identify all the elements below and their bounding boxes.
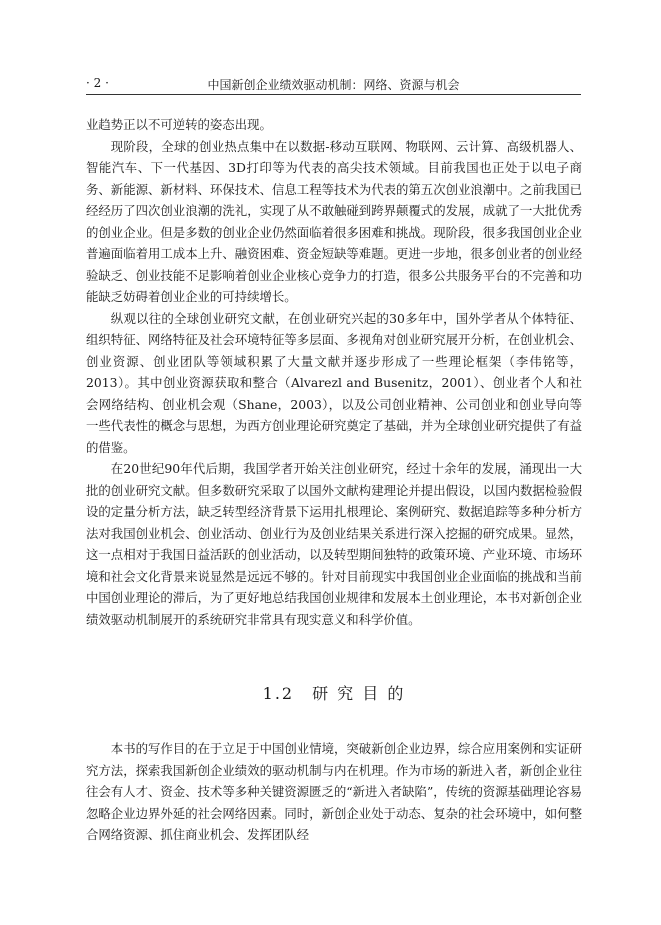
- body-text: [86, 114, 582, 630]
- paragraph-research-purpose: 本书的写作目的在于立足于中国创业情境，突破新创企业边界，综合应用案例和实证研究方法，探索我国新创企业绩效的驱动机制与内在机理。作为市场的新进入者，新创企业往往会有人才、资金、技术等多种关键资源匮乏的“新进入者缺陷”，传统的资源基础理论容易忽略企业边界外延的社会网络因素。同时，新创企业处于动态、复杂的社会环境中，如何整合网络资源、抓住商业机会、发挥团队经: [86, 741, 582, 842]
- page-number: · 2 ·: [86, 76, 109, 90]
- paragraph-literature: 纵观以往的全球创业研究文献，在创业研究兴起的30多年中，国外学者从个体特征、组织特征、网络特征及社会环境特征等多层面、多视角对创业研究展开分析，在创业机会、创业资源、创业团队等领域积累了大量文献并逐步形成了一些理论框架（李伟铭等，2013）。其中创业资源获取和整合（Alvarezl and Busenitz，2001）、创业者个人和社会网络结构、创业机会观（Shane，2003），以及公司创业精神、公司创业和创业导向等一些代表性的概念与思想，为西方创业理论研究奠定了基础，并为全球创业研究提供了有益的借鉴。: [86, 310, 582, 455]
- section-text: [86, 738, 582, 846]
- section-heading: 1.2 研 究 目 的: [262, 684, 406, 703]
- page-header: [86, 72, 581, 95]
- paragraph-continued: 业趋势正以不可逆转的姿态出现。: [86, 117, 272, 132]
- paragraph-domestic-research: 在20世纪90年代后期，我国学者开始关注创业研究，经过十余年的发展，涌现出一大批的创业研究文献。但多数研究采取了以国外文献构建理论并提出假设，以国内数据检验假设的定量分析方法，缺乏转型经济背景下运用扎根理论、案例研究、数据追踪等多种分析方法对我国创业机会、创业活动、创业行为及创业结果关系进行深入挖掘的研究成果。显然，这一点相对于我国日益活跃的创业活动，以及转型期间独特的政策环境、产业环境、市场环境和社会文化背景来说显然是远远不够的。针对目前现实中我国创业企业面临的挑战和当前中国创业理论的滞后，为了更好地总结我国创业规律和发展本土创业理论，本书对新创企业绩效驱动机制展开的系统研究非常具有现实意义和科学价值。: [86, 461, 582, 627]
- running-title: 中国新创企业绩效驱动机制：网络、资源与机会: [207, 78, 460, 92]
- paragraph-hotspots: 现阶段，全球的创业热点集中在以数据-移动互联网、物联网、云计算、高级机器人、智能汽车、下一代基因、3D打印等为代表的高尖技术领域。目前我国也正处于以电子商务、新能源、新材料、环保技术、信息工程等技术为代表的第五次创业浪潮中。之前我国已经经历了四次创业浪潮的洗礼，实现了从不敢触碰到跨界颠覆式的发展，成就了一大批优秀的创业企业。但是多数的创业企业仍然面临着很多困难和挑战。现阶段，很多我国创业企业普遍面临着用工成本上升、融资困难、资金短缺等难题。更进一步地，很多创业者的创业经验缺乏、创业技能不足影响着创业企业核心竞争力的打造，很多公共服务平台的不完善和功能缺乏妨碍着创业企业的可持续增长。: [86, 138, 582, 304]
